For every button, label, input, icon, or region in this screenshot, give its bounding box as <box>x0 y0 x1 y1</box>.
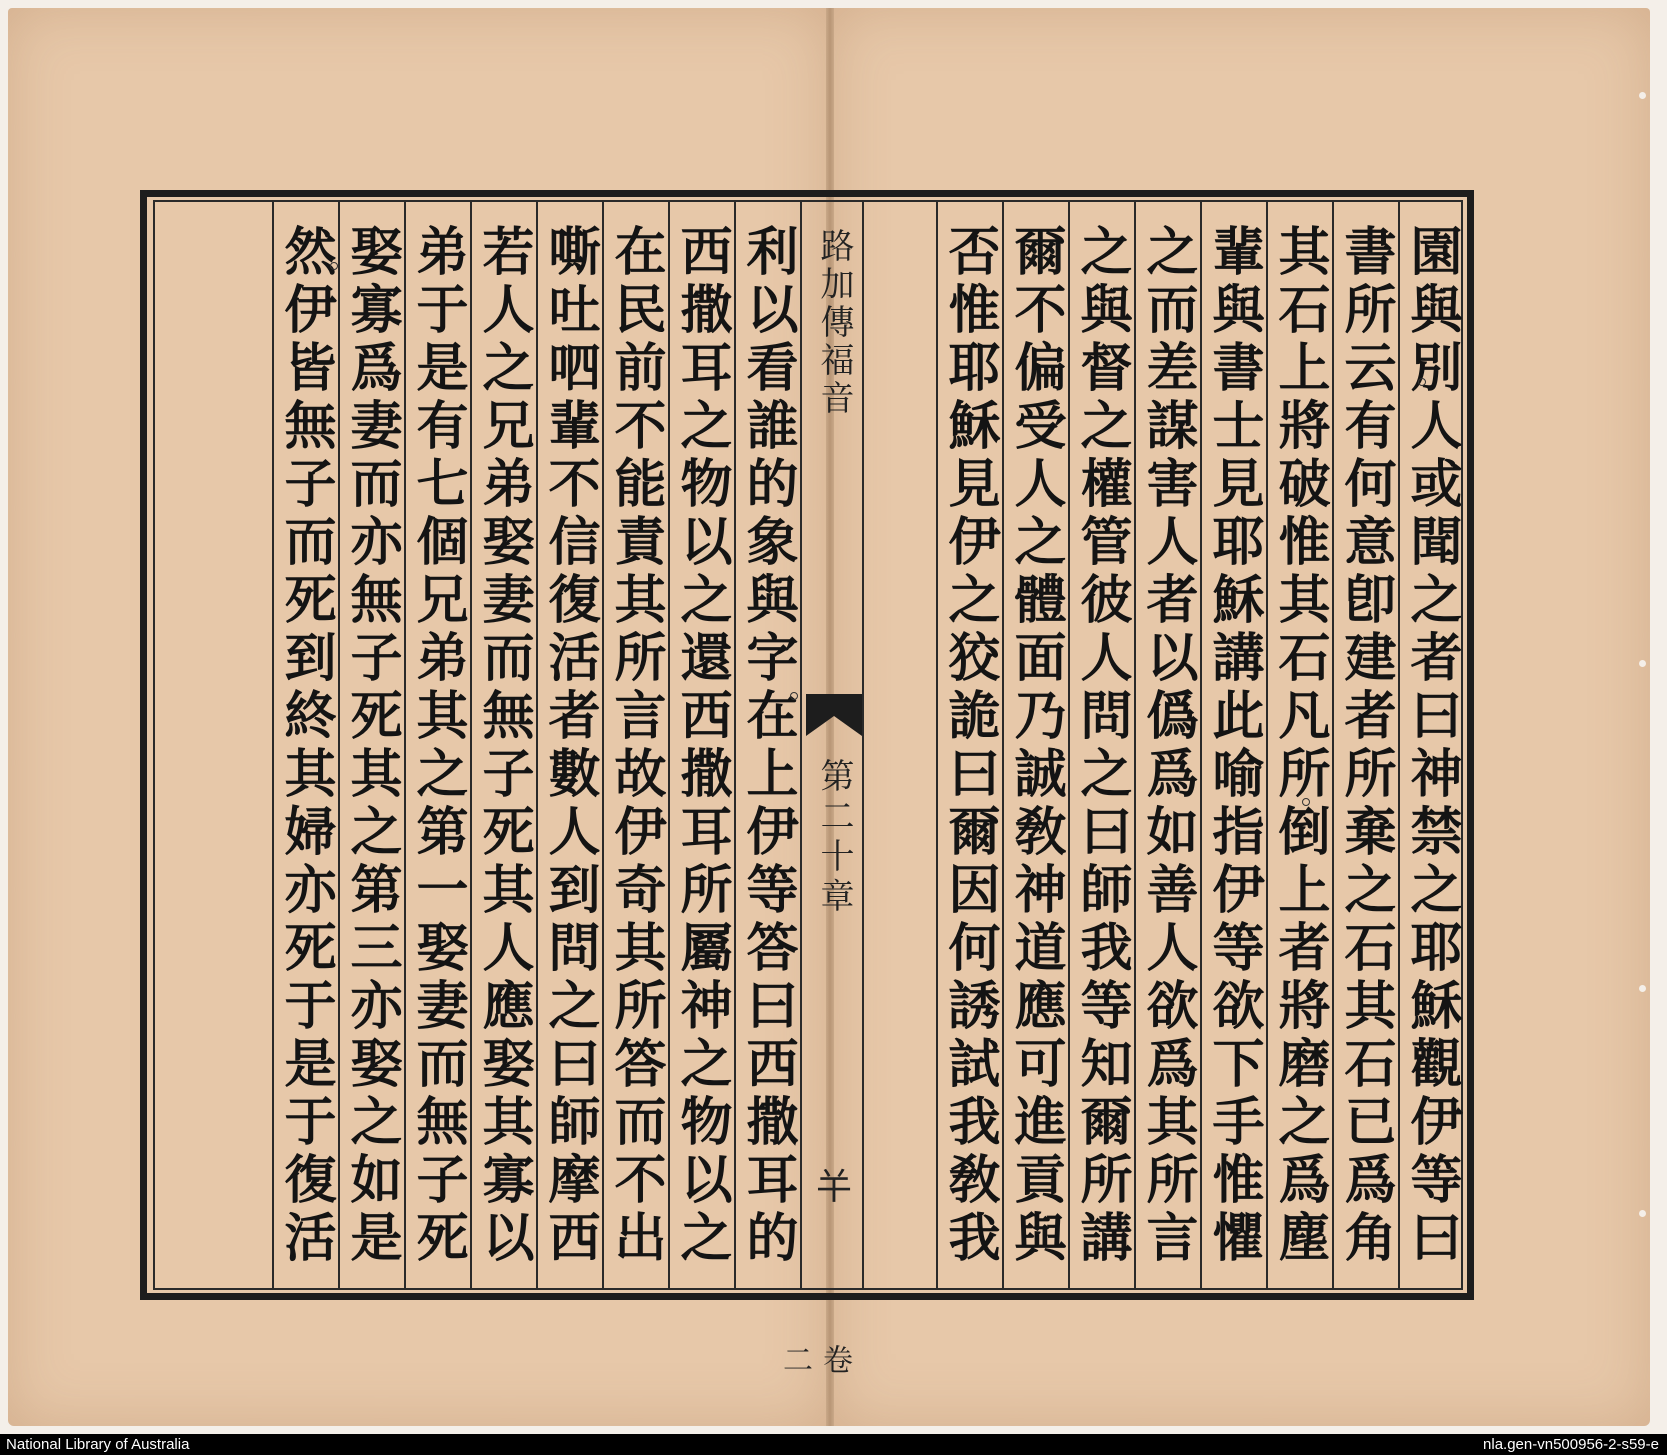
text-column-r6: 之與督之權管彼人問之曰師我等知爾所講 <box>1068 202 1134 1288</box>
reading-mark <box>790 692 798 700</box>
reading-mark <box>1418 378 1426 386</box>
reading-mark <box>1302 798 1310 806</box>
text-column-l2: 西撒耳之物以之還西撒耳所屬神之物以之 <box>668 202 734 1288</box>
text-column-l7: 娶寡爲妻而亦無子死其之第三亦娶之如是 <box>338 202 404 1288</box>
center-title-strip <box>777 202 864 1380</box>
text-column-r3: 其石上將破惟其石凡所倒上者將磨之爲塵 <box>1266 202 1332 1288</box>
text-column-r7: 爾不偏受人之體面乃誠敎神道應可進貢與 <box>1002 202 1068 1288</box>
text-column-r5: 之而差謀害人者以僞爲如善人欲爲其所言 <box>1134 202 1200 1288</box>
binding-hole <box>1639 660 1646 667</box>
chapter-label: 第二十章 <box>814 758 854 918</box>
text-column-l8: 然伊皆無子而死到終其婦亦死于是于復活 <box>272 202 338 1288</box>
fish-tail-ornament-icon <box>804 692 864 738</box>
folio-number: 𢆉 <box>815 1167 852 1208</box>
running-title: 路加傳福音 <box>814 228 854 418</box>
reading-mark <box>330 262 338 270</box>
text-column-l3: 在民前不能責其所言故伊奇其所答而不出 <box>602 202 668 1288</box>
footer-bar <box>0 1434 1667 1455</box>
image-identifier: nla.gen-vn500956-2-s59-e <box>1483 1436 1659 1453</box>
text-column-l6: 弟于是有七個兄弟其之第一娶妻而無子死 <box>404 202 470 1288</box>
volume-label: 卷二 <box>777 1344 852 1380</box>
text-column-l4: 嘶吐呬輩不信復活者數人到問之曰師摩西 <box>536 202 602 1288</box>
library-credit: National Library of Australia <box>6 1436 190 1453</box>
binding-hole <box>1639 985 1646 992</box>
text-column-r2: 書所云有何意卽建者所棄之石其石已爲角 <box>1332 202 1398 1288</box>
binding-hole <box>1639 92 1646 99</box>
text-column-l5: 若人之兄弟娶妻而無子死其人應娶其寡以 <box>470 202 536 1288</box>
text-column-l1: 利以看誰的象與字在上伊等答曰西撒耳的 <box>734 202 800 1288</box>
binding-hole <box>1639 1210 1646 1217</box>
text-column-r1: 園與別人或聞之者曰神禁之耶穌觀伊等曰 <box>1398 202 1464 1288</box>
blank-margin-area <box>155 202 272 1288</box>
text-column-r8: 否惟耶穌見伊之狡詭曰爾因何誘試我敎我 <box>936 202 1002 1288</box>
text-column-r4: 輩與書士見耶穌講此喻指伊等欲下手惟懼 <box>1200 202 1266 1288</box>
